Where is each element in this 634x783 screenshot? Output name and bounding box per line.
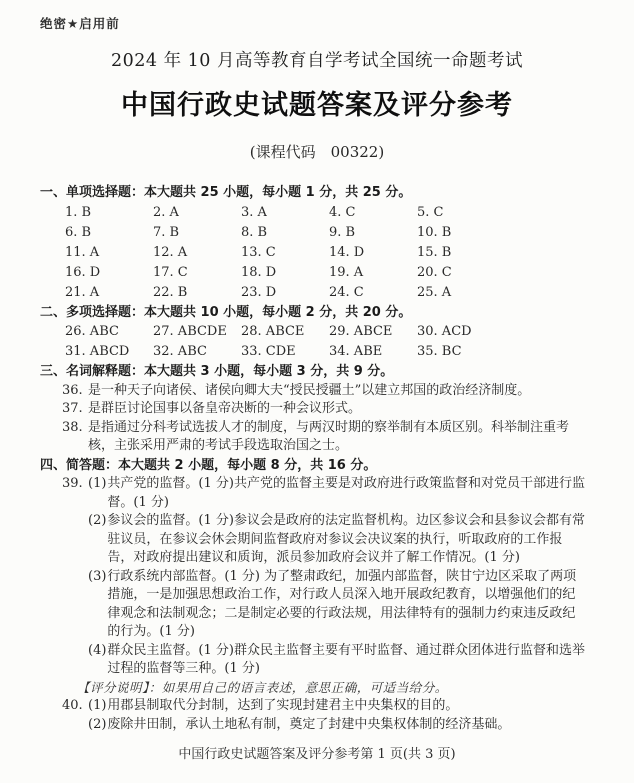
exam-session-title: 2024 年 10 月高等教育自学考试全国统一命题考试 — [111, 51, 523, 71]
answer-item: 27. ABCDE — [153, 324, 227, 339]
question-number: 39. — [62, 476, 83, 491]
answer-item: 28. ABCE — [241, 324, 305, 339]
answer-item: 22. B — [153, 284, 188, 300]
answer-text: 是群臣讨论国事以备皇帝决断的一种会议形式。 — [88, 401, 362, 416]
answer-item: 26. ABC — [65, 324, 119, 339]
section-heading: 三、名词解释题：本大题共 3 小题，每小题 3 分，共 9 分。 — [40, 364, 394, 379]
answer-item: 23. D — [241, 284, 277, 300]
answer-item: 6. B — [65, 224, 92, 240]
answer-item: 35. BC — [417, 344, 462, 359]
scoring-note: 【评分说明】：如果用自己的语言表述，意思正确，可适当给分。 — [77, 679, 448, 695]
answer-item: 8. B — [241, 224, 268, 240]
section-heading: 一、单项选择题：本大题共 25 小题，每小题 1 分，共 25 分。 — [40, 185, 412, 200]
term-answer-38 — [40, 419, 588, 456]
answer-text: 是指通过分科考试选拔人才的制度，与两汉时期的察举制有本质区别。科举制注重考核，主张采用严肃的考试手段选取治国之士。 — [88, 419, 570, 453]
question-40-parts — [88, 697, 588, 734]
answer-item: 33. CDE — [241, 344, 296, 359]
part-label: (4) — [88, 642, 107, 658]
answer-item: 30. ACD — [417, 324, 472, 339]
answer-text: 废除井田制，承认土地私有制，奠定了封建中央集权体制的经济基础。 — [107, 716, 511, 732]
answer-text: 共产党的监督。(1 分)共产党的监督主要是对政府进行政策监督和对党员干部进行监督。(1 分) — [107, 476, 585, 510]
answer-item: 10. B — [417, 224, 452, 240]
question-number: 38. — [62, 419, 83, 435]
question-number: 37. — [62, 401, 83, 416]
page-footer: 中国行政史试题答案及评分参考第 1 页(共 3 页) — [178, 747, 456, 762]
classification-label: 绝密★启用前 — [40, 16, 120, 31]
answer-item: 31. ABCD — [65, 344, 130, 359]
question-39 — [40, 475, 588, 697]
answer-item: 1. B — [65, 204, 92, 220]
answer-item: 15. B — [417, 244, 452, 260]
answer-item: 14. D — [329, 244, 365, 260]
answer-item: 24. C — [329, 284, 364, 300]
answer-text: 行政系统内部监督。(1 分) 为了整肃政纪，加强内部监督，陕甘宁边区采取了两项措施，一是加强思想政治工作，对行政人员深入地开展政纪教育，以增强他们的纪律观念和法制观念；二是制定必要的行政法规，用法律特有的强制力约束违反政纪的行为。(1 分) — [107, 568, 577, 639]
answer-text: 用郡县制取代分封制，达到了实现封建君主中央集权的目的。 — [107, 698, 459, 713]
answer-item: 32. ABC — [153, 344, 207, 359]
part-label: (2) — [88, 513, 107, 528]
section-single-choice — [40, 184, 588, 303]
answer-part — [88, 697, 588, 716]
answer-item: 34. ABE — [329, 344, 383, 359]
document-body — [0, 162, 634, 734]
answer-text: 参议会的监督。(1 分)参议会是政府的法定监督机构。边区参议会和县参议会都有常驻议员，在参议会休会期间监督政府对参议会决议案的执行，听取政府的工作报告，对政府提出建议和质询，派员参加政府会议并了解工作情况。(1 分) — [107, 513, 585, 565]
answer-item: 12. A — [153, 244, 188, 260]
single-choice-answer-grid — [40, 203, 588, 303]
answer-item: 4. C — [329, 204, 356, 220]
part-label: (3) — [88, 568, 107, 584]
answer-item: 18. D — [241, 264, 277, 280]
question-40 — [40, 697, 588, 734]
term-answer-36 — [40, 382, 588, 401]
question-number: 36. — [62, 382, 83, 398]
answer-item: 9. B — [329, 224, 356, 240]
answer-item: 29. ABCE — [329, 324, 393, 339]
question-39-parts — [77, 475, 588, 697]
section-heading: 二、多项选择题：本大题共 10 小题，每小题 2 分，共 20 分。 — [40, 304, 412, 320]
answer-item: 2. A — [153, 204, 179, 220]
answer-text: 是一种天子向诸侯、诸侯向卿大夫“授民授疆土”以建立邦国的政治经济制度。 — [88, 382, 531, 398]
answer-part — [88, 642, 588, 679]
answer-item: 19. A — [329, 264, 364, 280]
answer-part — [88, 475, 588, 512]
answer-item: 13. C — [241, 244, 276, 260]
section-short-answer — [40, 457, 588, 735]
answer-part — [88, 512, 588, 568]
answer-part — [88, 568, 588, 642]
answer-item: 20. C — [417, 264, 452, 280]
part-label: (1) — [88, 698, 107, 713]
section-heading: 四、简答题：本大题共 2 小题，每小题 8 分，共 16 分。 — [40, 457, 377, 473]
answer-item: 7. B — [153, 224, 180, 240]
answer-item: 16. D — [65, 264, 101, 280]
question-number: 40. — [62, 698, 83, 713]
answer-item: 21. A — [65, 284, 100, 300]
section-multi-choice — [40, 304, 588, 363]
term-answer-37 — [40, 400, 588, 419]
answer-item: 17. C — [153, 264, 188, 280]
multi-choice-answer-grid — [40, 322, 588, 362]
answer-item: 5. C — [417, 204, 444, 220]
answer-part — [88, 716, 588, 735]
answer-item: 25. A — [417, 284, 452, 300]
part-label: (2) — [88, 716, 107, 732]
answer-item: 11. A — [65, 244, 100, 260]
answer-item: 3. A — [241, 204, 267, 220]
section-term-definitions — [40, 363, 588, 456]
answer-text: 群众民主监督。(1 分)群众民主监督主要有平时监督、通过群众团体进行监督和选举过程的监督等三种。(1 分) — [107, 642, 585, 676]
course-code: (课程代码 00322) — [249, 143, 385, 161]
part-label: (1) — [88, 476, 107, 491]
page-title: 中国行政史试题答案及评分参考 — [121, 90, 513, 121]
